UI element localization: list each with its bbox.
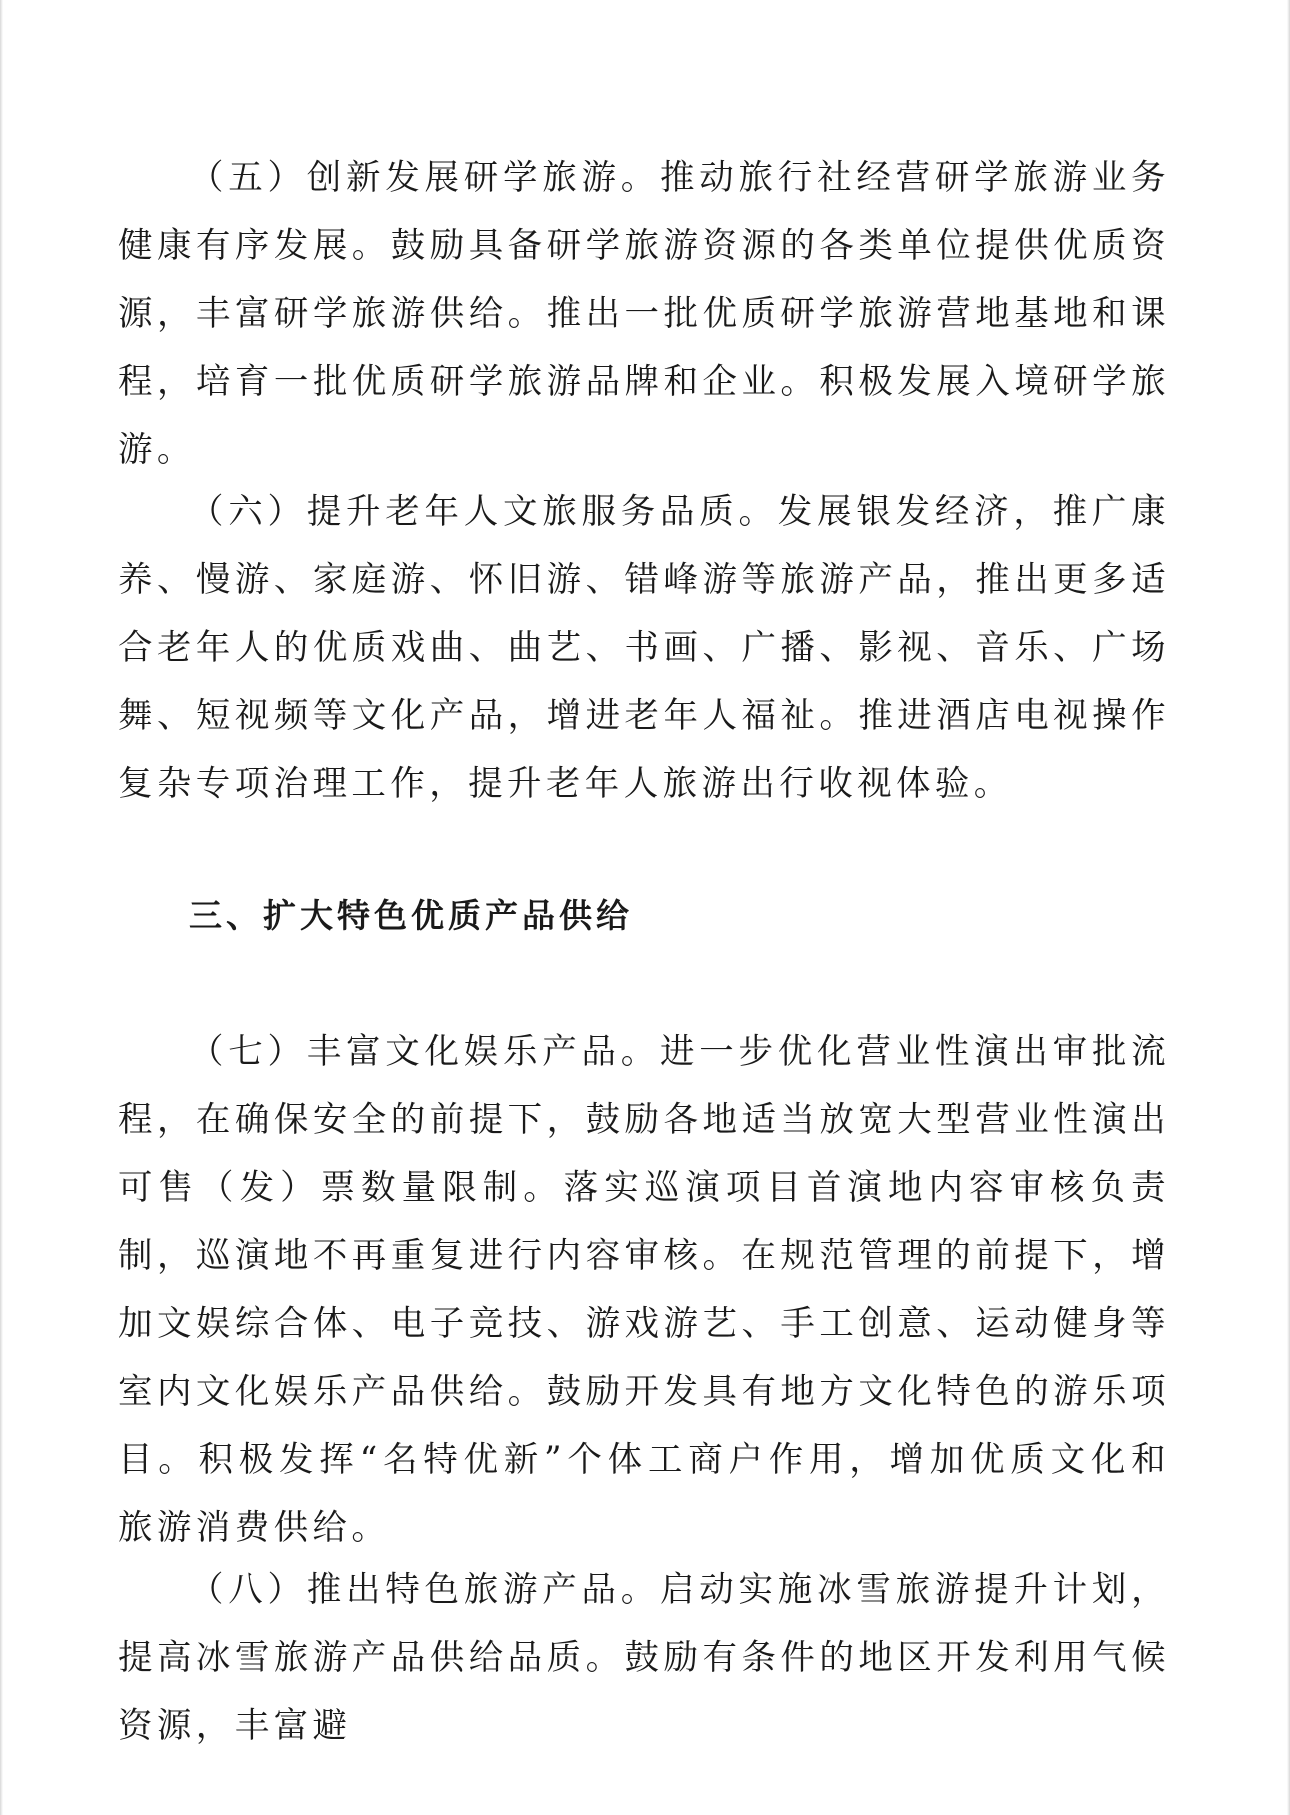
paragraph-8-featured-tourism: （八）推出特色旅游产品。启动实施冰雪旅游提升计划，提高冰雪旅游产品供给品质。鼓励有条件的地区开发利用气候资源，丰富避 bbox=[118, 1570, 1170, 1746]
page-edge-left bbox=[0, 0, 3, 1815]
paragraph-5-study-tourism: （五）创新发展研学旅游。推动旅行社经营研学旅游业务健康有序发展。鼓励具备研学旅游资源的各类单位提供优质资源，丰富研学旅游供给。推出一批优质研学旅游营地基地和课程，培育一批优质研学旅游品牌和企业。积极发展入境研学旅游。 bbox=[118, 158, 1170, 470]
paragraph-7-entertainment-products: （七）丰富文化娱乐产品。进一步优化营业性演出审批流程，在确保安全的前提下，鼓励各地适当放宽大型营业性演出可售（发）票数量限制。落实巡演项目首演地内容审核负责制，巡演地不再重复进行内容审核。在规范管理的前提下，增加文娱综合体、电子竞技、游戏游艺、手工创意、运动健身等室内文化娱乐产品供给。鼓励开发具有地方文化特色的游乐项目。积极发挥“名特优新”个体工商户作用，增加优质文化和旅游消费供给。 bbox=[118, 1032, 1170, 1548]
paragraph-6-elderly-services: （六）提升老年人文旅服务品质。发展银发经济，推广康养、慢游、家庭游、怀旧游、错峰游等旅游产品，推出更多适合老年人的优质戏曲、曲艺、书画、广播、影视、音乐、广场舞、短视频等文化产品，增进老年人福祉。推进酒店电视操作复杂专项治理工作，提升老年人旅游出行收视体验。 bbox=[118, 492, 1170, 804]
section-heading-3: 三、扩大特色优质产品供给 bbox=[189, 896, 633, 935]
